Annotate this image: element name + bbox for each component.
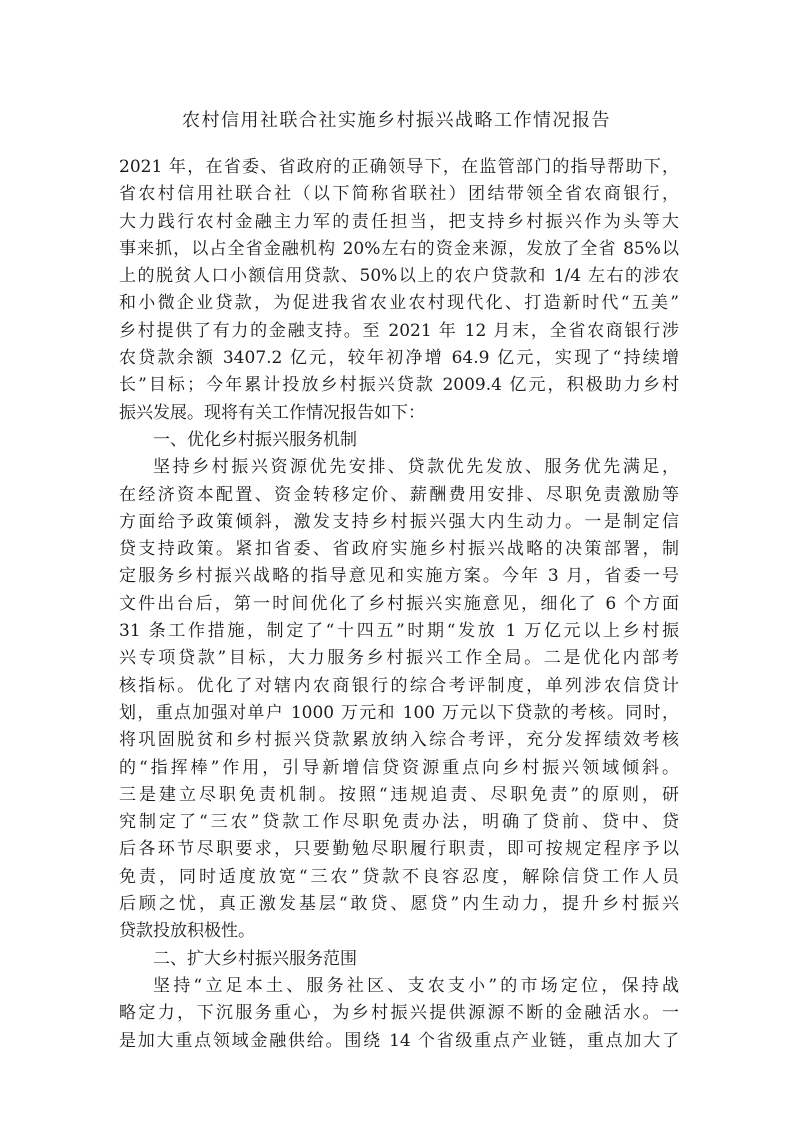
text-line: 核指标。优化了对辖内农商银行的综合考评制度，单列涉农信贷计 bbox=[119, 675, 679, 696]
text-line: 划，重点加强对单户 1000 万元和 100 万元以下贷款的考核。同时， bbox=[119, 702, 679, 723]
text-line: 是加大重点领域金融供给。围绕 14 个省级重点产业链，重点加大了 bbox=[119, 1030, 679, 1051]
text-line: 大力践行农村金融主力军的责任担当，把支持乡村振兴作为头等大 bbox=[119, 211, 679, 232]
text-line: 三是建立尽职免责机制。按照“违规追责、尽职免责”的原则，研 bbox=[119, 784, 679, 805]
document-body bbox=[119, 154, 679, 1055]
text-line: 一、优化乡村振兴服务机制 bbox=[153, 429, 357, 450]
text-line: 贷支持政策。紧扣省委、省政府实施乡村振兴战略的决策部署，制 bbox=[119, 539, 679, 560]
text-line: 将巩固脱贫和乡村振兴贷款累放纳入综合考评，充分发挥绩效考核 bbox=[119, 730, 679, 751]
text-line: 定服务乡村振兴战略的指导意见和实施方案。今年 3 月，省委一号 bbox=[119, 566, 679, 587]
text-line: 二、扩大乡村振兴服务范围 bbox=[153, 948, 357, 969]
text-line: 坚持乡村振兴资源优先安排、贷款优先发放、服务优先满足， bbox=[153, 457, 679, 478]
text-line: 后顾之忧，真正激发基层“敢贷、愿贷”内生动力，提升乡村振兴 bbox=[119, 894, 679, 915]
text-line: 文件出台后，第一时间优化了乡村振兴实施意见，细化了 6 个方面 bbox=[119, 593, 679, 614]
text-line: 2021 年，在省委、省政府的正确领导下，在监管部门的指导帮助下， bbox=[119, 157, 679, 177]
text-line: 乡村提供了有力的金融支持。至 2021 年 12 月末，全省农商银行涉 bbox=[119, 320, 679, 341]
text-line: 省农村信用社联合社（以下简称省联社）团结带领全省农商银行， bbox=[119, 184, 679, 205]
text-line: 的“指挥棒”作用，引导新增信贷资源重点向乡村振兴领域倾斜。 bbox=[119, 757, 679, 778]
text-line: 31 条工作措施，制定了“十四五”时期“发放 1 万亿元以上乡村振 bbox=[119, 621, 679, 642]
text-line: 上的脱贫人口小额信用贷款、50%以上的农户贷款和 1/4 左右的涉农 bbox=[119, 266, 679, 287]
document-title: 农村信用社联合社实施乡村振兴战略工作情况报告 bbox=[182, 110, 611, 131]
text-line: 坚持“立足本土、服务社区、支农支小”的市场定位，保持战 bbox=[153, 975, 679, 996]
text-line: 在经济资本配置、资金转移定价、薪酬费用安排、尽职免责激励等 bbox=[119, 484, 679, 505]
text-line: 贷款投放积极性。 bbox=[119, 921, 255, 942]
text-line: 事来抓，以占全省金融机构 20%左右的资金来源，发放了全省 85%以 bbox=[119, 238, 679, 259]
text-line: 振兴发展。现将有关工作情况报告如下： bbox=[119, 402, 425, 423]
text-line: 免责，同时适度放宽“三农”贷款不良容忍度，解除信贷工作人员 bbox=[119, 866, 679, 887]
text-line: 兴专项贷款”目标，大力服务乡村振兴工作全局。二是优化内部考 bbox=[119, 648, 679, 669]
text-line: 略定力，下沉服务重心，为乡村振兴提供源源不断的金融活水。一 bbox=[119, 1003, 679, 1024]
text-line: 和小微企业贷款，为促进我省农业农村现代化、打造新时代“五美” bbox=[119, 293, 679, 314]
text-line: 方面给予政策倾斜，激发支持乡村振兴强大内生动力。一是制定信 bbox=[119, 511, 679, 532]
text-line: 农贷款余额 3407.2 亿元，较年初净增 64.9 亿元，实现了“持续增 bbox=[119, 348, 679, 369]
text-line: 长”目标；今年累计投放乡村振兴贷款 2009.4 亿元，积极助力乡村 bbox=[119, 375, 679, 396]
text-line: 究制定了“三农”贷款工作尽职免责办法，明确了贷前、贷中、贷 bbox=[119, 812, 679, 833]
text-line: 后各环节尽职要求，只要勤勉尽职履行职责，即可按规定程序予以 bbox=[119, 839, 679, 860]
